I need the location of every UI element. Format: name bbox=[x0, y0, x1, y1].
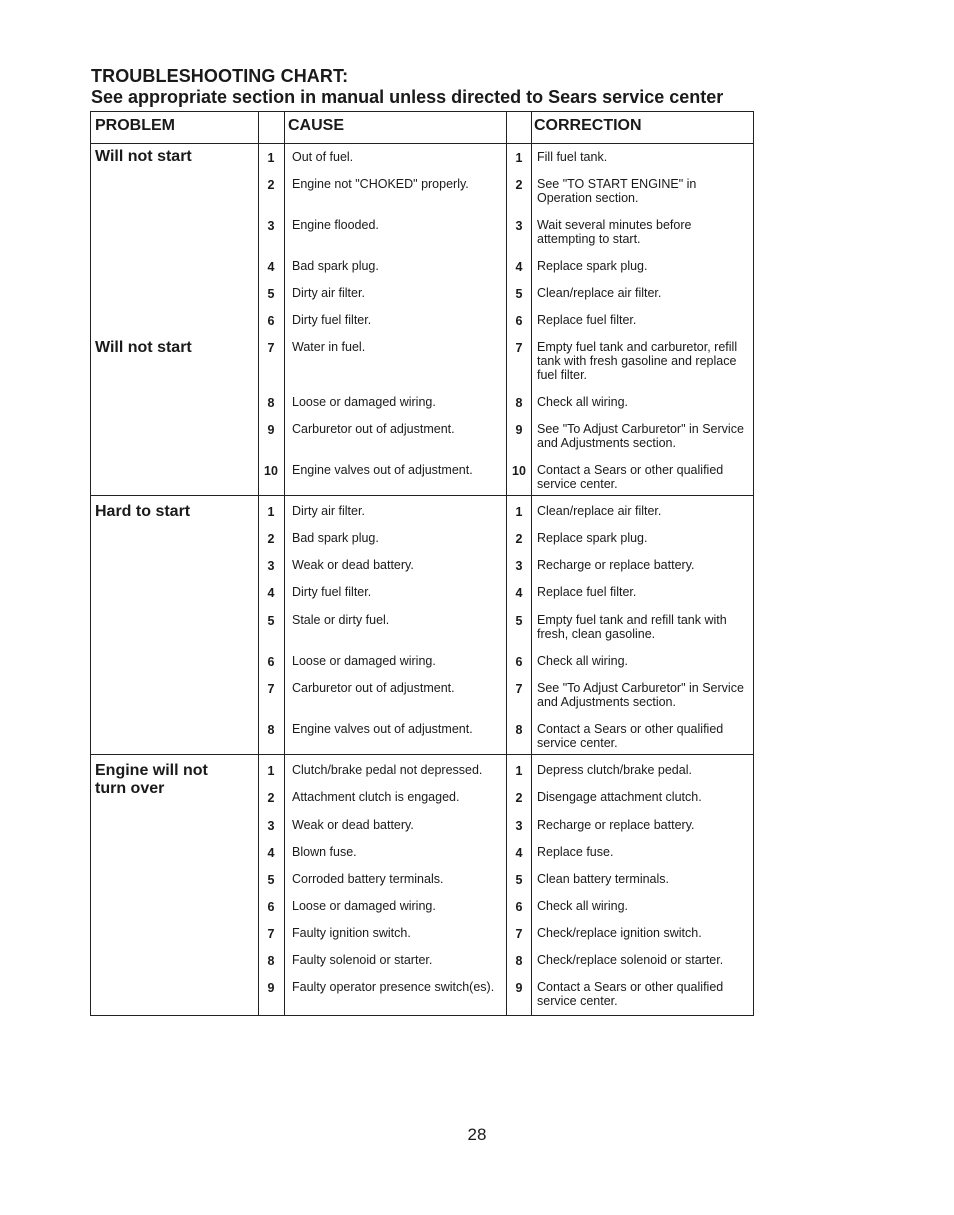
correction-text: Replace spark plug. bbox=[537, 259, 648, 273]
cause-text: Stale or dirty fuel. bbox=[292, 613, 390, 627]
column-divider bbox=[90, 111, 91, 1016]
cause-text: Clutch/brake pedal not depressed. bbox=[292, 763, 483, 777]
column-divider bbox=[753, 111, 754, 1016]
cause-text: Loose or damaged wiring. bbox=[292, 395, 436, 409]
cause-text: Dirty fuel filter. bbox=[292, 313, 372, 327]
cause-number: 8 bbox=[267, 723, 275, 737]
cause-number: 9 bbox=[267, 981, 275, 995]
correction-text: Contact a Sears or other qualified service center. bbox=[537, 980, 724, 1008]
column-divider bbox=[531, 111, 532, 1016]
correction-number: 3 bbox=[515, 819, 523, 833]
cause-number: 1 bbox=[267, 505, 275, 519]
header-correction: CORRECTION bbox=[534, 117, 642, 134]
chart-title: TROUBLESHOOTING CHART: bbox=[91, 66, 349, 86]
cause-number: 1 bbox=[267, 764, 275, 778]
cause-number: 10 bbox=[264, 464, 278, 478]
correction-text: Depress clutch/brake pedal. bbox=[537, 763, 692, 777]
correction-number: 8 bbox=[515, 954, 523, 968]
problem-label: Hard to start bbox=[95, 503, 191, 520]
cause-text: Carburetor out of adjustment. bbox=[292, 422, 455, 436]
cause-number: 8 bbox=[267, 396, 275, 410]
correction-number: 5 bbox=[515, 287, 523, 301]
correction-text: Clean/replace air filter. bbox=[537, 286, 662, 300]
cause-text: Out of fuel. bbox=[292, 150, 354, 164]
correction-text: Check all wiring. bbox=[537, 899, 629, 913]
correction-text: Empty fuel tank and carburetor, refill tank with fresh gasoline and replace fuel filter. bbox=[537, 340, 738, 382]
cause-number: 5 bbox=[267, 873, 275, 887]
correction-text: Check/replace solenoid or starter. bbox=[537, 953, 724, 967]
correction-number: 3 bbox=[515, 219, 523, 233]
cause-number: 6 bbox=[267, 314, 275, 328]
correction-number: 1 bbox=[515, 764, 523, 778]
correction-number: 6 bbox=[515, 655, 523, 669]
correction-number: 8 bbox=[515, 723, 523, 737]
cause-text: Weak or dead battery. bbox=[292, 558, 414, 572]
column-divider bbox=[284, 111, 285, 1016]
correction-text: Replace spark plug. bbox=[537, 531, 648, 545]
correction-text: See "To Adjust Carburetor" in Service and Adjustments section. bbox=[537, 422, 744, 450]
cause-text: Loose or damaged wiring. bbox=[292, 654, 436, 668]
correction-text: Fill fuel tank. bbox=[537, 150, 608, 164]
cause-text: Carburetor out of adjustment. bbox=[292, 681, 455, 695]
correction-number: 5 bbox=[515, 614, 523, 628]
cause-text: Attachment clutch is engaged. bbox=[292, 790, 460, 804]
correction-text: Contact a Sears or other qualified service center. bbox=[537, 463, 724, 491]
correction-number: 4 bbox=[515, 586, 523, 600]
chart-subtitle: See appropriate section in manual unless directed to Sears service center bbox=[91, 87, 724, 107]
cause-number: 5 bbox=[267, 287, 275, 301]
correction-number: 2 bbox=[515, 532, 523, 546]
cause-number: 4 bbox=[267, 846, 275, 860]
cause-text: Engine flooded. bbox=[292, 218, 379, 232]
cause-number: 2 bbox=[267, 532, 275, 546]
page-number: 28 bbox=[467, 1125, 487, 1144]
correction-text: Recharge or replace battery. bbox=[537, 818, 695, 832]
correction-text: Replace fuel filter. bbox=[537, 585, 637, 599]
problem-label: Will not start bbox=[95, 148, 192, 165]
cause-text: Weak or dead battery. bbox=[292, 818, 414, 832]
cause-number: 2 bbox=[267, 178, 275, 192]
row-divider bbox=[90, 143, 754, 144]
correction-number: 2 bbox=[515, 178, 523, 192]
header-cause: CAUSE bbox=[288, 117, 345, 134]
correction-number: 7 bbox=[515, 927, 523, 941]
correction-number: 6 bbox=[515, 900, 523, 914]
cause-number: 8 bbox=[267, 954, 275, 968]
correction-number: 4 bbox=[515, 260, 523, 274]
correction-text: Clean battery terminals. bbox=[537, 872, 670, 886]
cause-text: Engine valves out of adjustment. bbox=[292, 722, 473, 736]
correction-number: 3 bbox=[515, 559, 523, 573]
cause-text: Bad spark plug. bbox=[292, 259, 379, 273]
cause-text: Bad spark plug. bbox=[292, 531, 379, 545]
correction-text: Replace fuel filter. bbox=[537, 313, 637, 327]
cause-number: 5 bbox=[267, 614, 275, 628]
cause-text: Corroded battery terminals. bbox=[292, 872, 444, 886]
correction-text: Replace fuse. bbox=[537, 845, 614, 859]
correction-text: Recharge or replace battery. bbox=[537, 558, 695, 572]
correction-number: 2 bbox=[515, 791, 523, 805]
cause-text: Faulty ignition switch. bbox=[292, 926, 411, 940]
correction-number: 7 bbox=[515, 341, 523, 355]
correction-text: See "TO START ENGINE" in Operation section. bbox=[537, 177, 697, 205]
cause-text: Dirty fuel filter. bbox=[292, 585, 372, 599]
correction-number: 9 bbox=[515, 981, 523, 995]
cause-number: 6 bbox=[267, 900, 275, 914]
correction-number: 6 bbox=[515, 314, 523, 328]
correction-number: 4 bbox=[515, 846, 523, 860]
cause-number: 3 bbox=[267, 219, 275, 233]
problem-label: Engine will not bbox=[95, 762, 208, 779]
cause-number: 6 bbox=[267, 655, 275, 669]
problem-label: turn over bbox=[95, 780, 165, 797]
correction-text: Wait several minutes before attempting to start. bbox=[537, 218, 692, 246]
row-divider bbox=[90, 495, 754, 496]
correction-number: 7 bbox=[515, 682, 523, 696]
correction-text: Check all wiring. bbox=[537, 654, 629, 668]
cause-text: Dirty air filter. bbox=[292, 286, 365, 300]
correction-number: 8 bbox=[515, 396, 523, 410]
cause-number: 2 bbox=[267, 791, 275, 805]
correction-text: Check/replace ignition switch. bbox=[537, 926, 702, 940]
cause-text: Engine valves out of adjustment. bbox=[292, 463, 473, 477]
correction-number: 1 bbox=[515, 505, 523, 519]
cause-number: 4 bbox=[267, 586, 275, 600]
troubleshooting-table bbox=[90, 111, 754, 1016]
correction-text: Empty fuel tank and refill tank with fresh, clean gasoline. bbox=[537, 613, 727, 641]
cause-number: 1 bbox=[267, 151, 275, 165]
correction-text: Disengage attachment clutch. bbox=[537, 790, 702, 804]
correction-number: 9 bbox=[515, 423, 523, 437]
correction-text: Contact a Sears or other qualified service center. bbox=[537, 722, 724, 750]
correction-number: 10 bbox=[512, 464, 526, 478]
cause-number: 9 bbox=[267, 423, 275, 437]
correction-text: Check all wiring. bbox=[537, 395, 629, 409]
cause-number: 3 bbox=[267, 819, 275, 833]
correction-text: See "To Adjust Carburetor" in Service and Adjustments section. bbox=[537, 681, 744, 709]
cause-text: Faulty operator presence switch(es). bbox=[292, 980, 495, 994]
cause-number: 3 bbox=[267, 559, 275, 573]
problem-label: Will not start bbox=[95, 339, 192, 356]
cause-text: Faulty solenoid or starter. bbox=[292, 953, 433, 967]
cause-number: 4 bbox=[267, 260, 275, 274]
cause-text: Loose or damaged wiring. bbox=[292, 899, 436, 913]
cause-number: 7 bbox=[267, 927, 275, 941]
header-problem: PROBLEM bbox=[95, 117, 175, 134]
cause-number: 7 bbox=[267, 682, 275, 696]
cause-text: Dirty air filter. bbox=[292, 504, 365, 518]
row-divider bbox=[90, 754, 754, 755]
cause-text: Water in fuel. bbox=[292, 340, 366, 354]
correction-number: 5 bbox=[515, 873, 523, 887]
correction-text: Clean/replace air filter. bbox=[537, 504, 662, 518]
cause-text: Blown fuse. bbox=[292, 845, 357, 859]
row-divider bbox=[90, 111, 754, 112]
row-divider bbox=[90, 1015, 754, 1016]
cause-number: 7 bbox=[267, 341, 275, 355]
correction-number: 1 bbox=[515, 151, 523, 165]
cause-text: Engine not "CHOKED" properly. bbox=[292, 177, 469, 191]
